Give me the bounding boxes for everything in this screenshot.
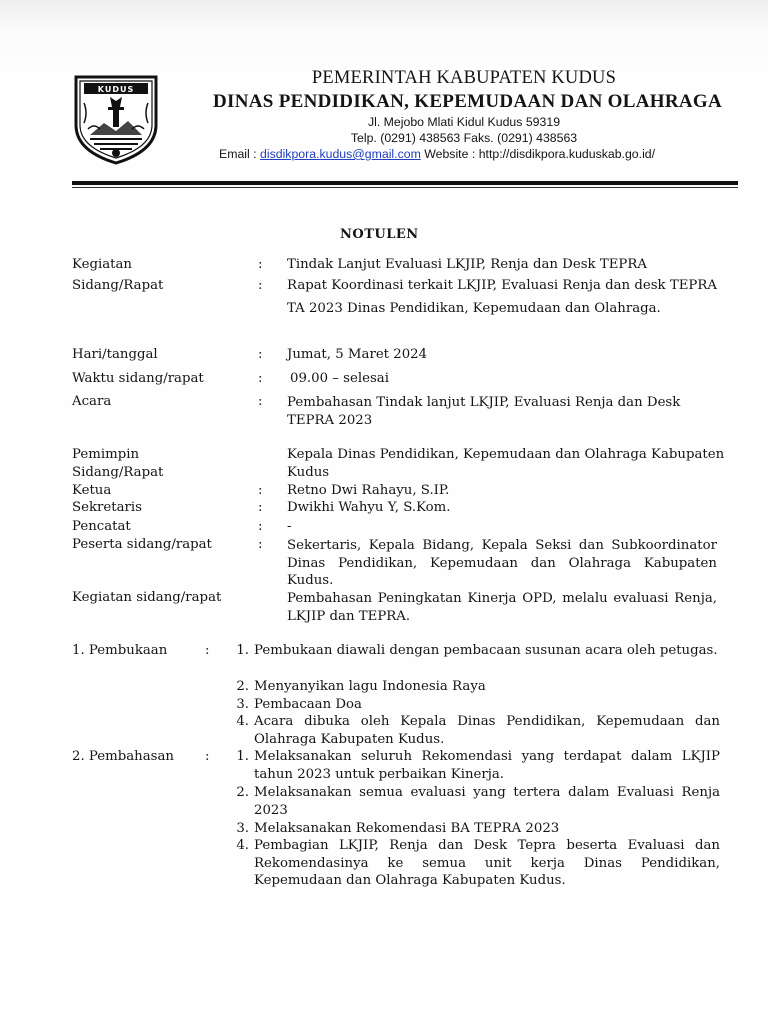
- list-item-number: 2.: [236, 785, 249, 800]
- waktu-label: Waktu sidang/rapat: [72, 371, 204, 386]
- sidang-label: Sidang/Rapat: [72, 278, 164, 293]
- kegiatan-label: Kegiatan: [72, 257, 132, 272]
- colon: :: [258, 347, 263, 362]
- colon: :: [258, 519, 263, 534]
- pemimpin-value: Kepala Dinas Pendidikan, Kepemudaan dan Olahraga Kabupaten: [287, 447, 725, 462]
- pemimpin-label: Pemimpin: [72, 447, 140, 462]
- kegiatan-sidang-value: Pembahasan Peningkatan Kinerja OPD, melalu evaluasi Renja, LKJIP dan TEPRA.: [287, 591, 717, 624]
- list-item-number: 1.: [236, 749, 249, 764]
- list-item-number: 2.: [236, 679, 249, 694]
- header-contact: [219, 147, 655, 161]
- logo-text: KUDUS: [97, 85, 135, 94]
- colon: :: [258, 278, 263, 293]
- hari-tanggal-value: Jumat, 5 Maret 2024: [287, 347, 428, 362]
- list-item: Melaksanakan Rekomendasi BA TEPRA 2023: [254, 821, 560, 836]
- peserta-value: Sekertaris, Kepala Bidang, Kepala Seksi dan Subkoordinator Dinas Pendidikan, Kepemudaan dan Olahraga Kabupaten Kudus.: [287, 538, 717, 588]
- sidang-value: Rapat Koordinasi terkait LKJIP, Evaluasi Renja dan desk TEPRA TA 2023 Dinas Pendidikan, Kepemudaan dan Olahraga.: [287, 278, 717, 316]
- website-url[interactable]: http://disdikpora.kuduskab.go.id/: [478, 147, 656, 161]
- colon: :: [258, 537, 263, 552]
- colon: :: [258, 483, 263, 498]
- sekretaris-label: Sekretaris: [72, 500, 142, 515]
- colon: :: [205, 643, 210, 658]
- pemimpin-value-2: Kudus: [287, 465, 330, 480]
- pembukaan-label: 1. Pembukaan: [72, 643, 168, 658]
- list-item-number: 4.: [236, 838, 249, 853]
- acara-value: Pembahasan Tindak lanjut LKJIP, Evaluasi Renja dan Desk TEPRA 2023: [287, 395, 681, 428]
- waktu-value: 09.00 – selesai: [290, 371, 389, 386]
- header-divider-thick: [72, 181, 738, 185]
- list-item: Acara dibuka oleh Kepala Dinas Pendidikan, Kepemudaan dan Olahraga Kabupaten Kudus.: [254, 714, 720, 747]
- header-divider-thin: [72, 187, 738, 188]
- list-item: Menyanyikan lagu Indonesia Raya: [254, 679, 486, 694]
- sekretaris-value: Dwikhi Wahyu Y, S.Kom.: [287, 500, 451, 515]
- list-item: Pembacaan Doa: [254, 697, 362, 712]
- list-item: Melaksanakan semua evaluasi yang tertera dalam Evaluasi Renja 2023: [254, 785, 720, 818]
- pencatat-label: Pencatat: [72, 519, 131, 534]
- header-agency: DINAS PENDIDIKAN, KEPEMUDAAN DAN OLAHRAGA: [213, 91, 722, 112]
- kudus-coat-of-arms-logo: [70, 73, 162, 165]
- ketua-value: Retno Dwi Rahayu, S.IP.: [287, 483, 450, 498]
- pemimpin-label-2: Sidang/Rapat: [72, 465, 164, 480]
- email-link[interactable]: disdikpora.kudus@gmail.com: [260, 147, 421, 161]
- list-item-number: 3.: [236, 697, 249, 712]
- pembahasan-label: 2. Pembahasan: [72, 749, 174, 764]
- kegiatan-sidang-label: Kegiatan sidang/rapat: [72, 590, 222, 605]
- colon: :: [258, 500, 263, 515]
- header-address: Jl. Mejobo Mlati Kidul Kudus 59319: [367, 115, 561, 129]
- list-item-number: 4.: [236, 714, 249, 729]
- colon: :: [205, 749, 210, 764]
- header-government: PEMERINTAH KABUPATEN KUDUS: [311, 68, 617, 88]
- list-item: Pembagian LKJIP, Renja dan Desk Tepra beserta Evaluasi dan Rekomendasinya ke semua unit kerja Dinas Pendidikan, Kepemudaan dan Olahraga Kabupaten Kudus.: [254, 838, 720, 888]
- kegiatan-value: Tindak Lanjut Evaluasi LKJIP, Renja dan Desk TEPRA: [287, 257, 647, 272]
- peserta-label: Peserta sidang/rapat: [72, 537, 212, 552]
- email-label: Email :: [219, 147, 257, 161]
- acara-label: Acara: [72, 394, 112, 409]
- pencatat-value: -: [287, 519, 292, 534]
- website-label: Website :: [424, 147, 476, 161]
- colon: :: [258, 257, 263, 272]
- colon: :: [258, 371, 263, 386]
- list-item-number: 3.: [236, 821, 249, 836]
- hari-tanggal-label: Hari/tanggal: [72, 347, 158, 362]
- list-item-number: 1.: [236, 643, 249, 658]
- document-title: NOTULEN: [340, 227, 419, 242]
- ketua-label: Ketua: [72, 483, 112, 498]
- list-item: Melaksanakan seluruh Rekomendasi yang terdapat dalam LKJIP tahun 2023 untuk perbaikan Kinerja.: [254, 749, 720, 782]
- colon: :: [258, 394, 263, 409]
- header-phone: Telp. (0291) 438563 Faks. (0291) 438563: [350, 131, 578, 145]
- list-item: Pembukaan diawali dengan pembacaan susunan acara oleh petugas.: [254, 643, 718, 658]
